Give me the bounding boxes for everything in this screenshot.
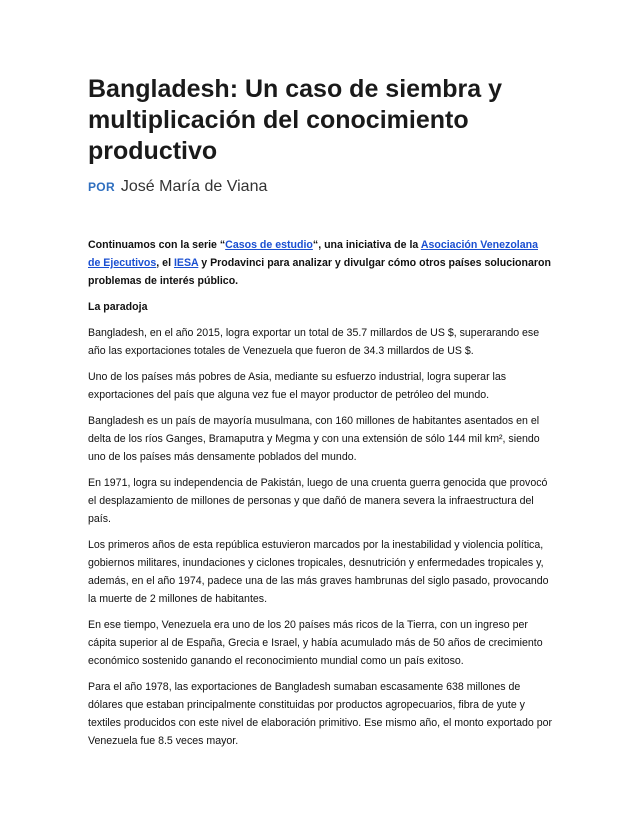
section-heading: La paradoja [88, 301, 148, 313]
intro-text-1: Continuamos con la serie “ [88, 239, 226, 251]
body-paragraph: Para el año 1978, las exportaciones de Bangladesh sumaban escasamente 638 millones de dólares que estaban principalmente constituidas por productos agropecuarios, fibra de yute y textiles producidos con este nivel de elaboración primitivo. Ese mismo año, el monto exportado por Venezuela fue 8.5 veces mayor. [88, 681, 553, 747]
body-paragraph: En ese tiempo, Venezuela era uno de los 20 países más ricos de la Tierra, con un ingreso per cápita superior al de España, Grecia e Israel, y había acumulado más de 50 años de crecimiento económico sostenido ganando el reconocimiento mundial como un país exitoso. [88, 619, 543, 667]
link-asociacion-venezolana[interactable]: Asociación Venezolana de Ejecutivos [88, 239, 538, 269]
intro-paragraph [88, 236, 552, 290]
link-casos-de-estudio[interactable]: Casos de estudio [225, 239, 313, 251]
body-paragraph: Uno de los países más pobres de Asia, mediante su esfuerzo industrial, logra superar las exportaciones del país que alguna vez fue el mayor productor de petróleo del mundo. [88, 371, 507, 401]
intro-text-4: y Prodavinci para analizar y divulgar cómo otros países solucionaron problemas de interés público. [88, 257, 551, 287]
link-iesa[interactable]: IESA [173, 257, 199, 269]
author-name: José María de Viana [120, 178, 268, 195]
body-paragraph: Bangladesh, en el año 2015, logra exportar un total de 35.7 millardos de US $, superarando ese año las exportaciones totales de Venezuela que fueron de 34.3 millardos de US $. [88, 327, 540, 357]
body-paragraph: Bangladesh es un país de mayoría musulmana, con 160 millones de habitantes asentados en el delta de los ríos Ganges, Bramaputra y Megma y con una extensión de sólo 144 mil km², siendo uno de los países más densamente poblados del mundo. [88, 415, 540, 463]
intro-text-3: , el [156, 257, 174, 269]
article-body [88, 236, 552, 758]
body-paragraph: En 1971, logra su independencia de Pakistán, luego de una cruenta guerra genocida que provocó el desplazamiento de millones de personas y que dañó de manera severa la infraestructura del país. [88, 477, 548, 525]
byline [88, 178, 267, 196]
body-paragraph: Los primeros años de esta república estuvieron marcados por la inestabilidad y violencia política, gobiernos militares, inundaciones y ciclones tropicales, desnutrición y enfermedades tropicales y, además, en el año 1974, padece una de las más graves hambrunas del siglo pasado, provocando la muerte de 2 millones de habitantes. [88, 539, 549, 605]
article-title: Bangladesh: Un caso de siembra y multiplicación del conocimiento productivo [88, 75, 503, 165]
byline-prefix: POR [88, 180, 115, 194]
intro-text-2: “, una iniciativa de la [312, 239, 421, 251]
